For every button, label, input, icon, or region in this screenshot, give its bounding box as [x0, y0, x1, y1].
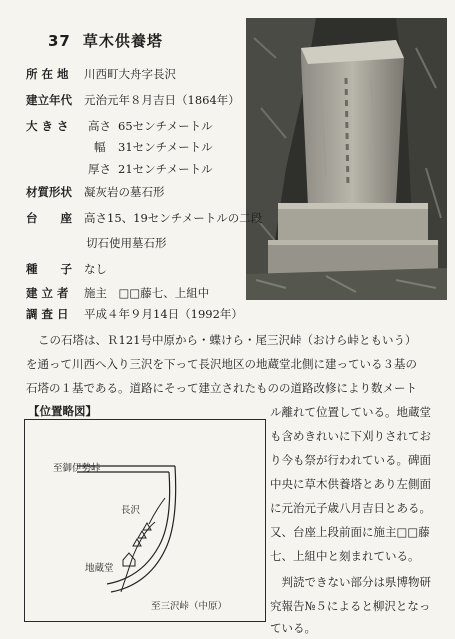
right-line-7: 七、上組中と刻まれている。	[270, 549, 420, 563]
map-label-jizodo: 地蔵堂	[85, 563, 114, 574]
field-material: 材質形状 凝灰岩の墓石形	[26, 185, 165, 199]
field-size: 大 き さ	[26, 119, 69, 133]
body-line-3: 石塔の１基である。道路にそって建立されたものの道路改修により数メート	[26, 381, 417, 395]
size-width: 幅 31センチメートル	[94, 140, 213, 154]
size-depth: 厚さ 21センチメートル	[88, 162, 213, 176]
field-builder: 建 立 者 施主 □□藤七、上組中	[26, 286, 210, 300]
right-line-3: り今も祭が行われている。碑面	[270, 453, 431, 467]
location-map	[24, 419, 266, 622]
map-heading: 【位置略図】	[28, 404, 97, 418]
right-line-8: 判読できない部分は県博物研	[270, 575, 431, 589]
right-line-10: ている。	[270, 621, 316, 635]
stone-monument-image	[246, 18, 447, 300]
stone-markers	[133, 523, 151, 546]
page-title	[48, 30, 163, 51]
right-line-2: も含めきれいに下刈りされてお	[270, 429, 431, 443]
map-label-to-iseike: 至御伊勢峠	[53, 463, 101, 474]
size-height: 高さ 65センチメートル	[88, 119, 213, 133]
map-label-nagasawa: 長沢	[121, 505, 141, 516]
right-line-4: 中央に草木供養塔とあり左側面	[270, 477, 431, 491]
field-pedestal: 台 座 高さ15、19センチメートルの二段	[26, 211, 263, 225]
field-seed: 種 子 なし	[26, 262, 107, 276]
pedestal-extra: 切石使用墓石形	[86, 236, 167, 250]
right-line-6: 又、台座上段前面に施主□□藤	[270, 525, 430, 539]
body-line-1: この石塔は、Ｒ121号中原から・蝶けら・尾三沢峠（おけら峠ともいう）	[38, 333, 417, 347]
field-erected: 建立年代 元治元年８月吉日（1864年）	[26, 93, 240, 107]
entry-number: 37	[48, 32, 71, 50]
map-label-to-misawa: 至三沢峠（中原）	[151, 601, 228, 612]
field-location: 所 在 地 川西町大舟字長沢	[26, 67, 176, 81]
body-line-2: を通って川西へ入り三沢を下って長沢地区の地蔵堂北側に建っている３基の	[26, 357, 417, 371]
right-line-9: 究報告№５によると柳沢となっ	[270, 599, 431, 613]
monument-photo	[246, 18, 447, 300]
right-line-1: ル離れて位置している。地蔵堂	[270, 405, 431, 419]
field-survey-date: 調 査 日 平成４年９月14日（1992年）	[26, 307, 243, 321]
map-roads	[25, 420, 265, 621]
entry-title: 草木供養塔	[82, 32, 163, 50]
right-line-5: に元治元子歳八月吉日とある。	[270, 501, 431, 515]
